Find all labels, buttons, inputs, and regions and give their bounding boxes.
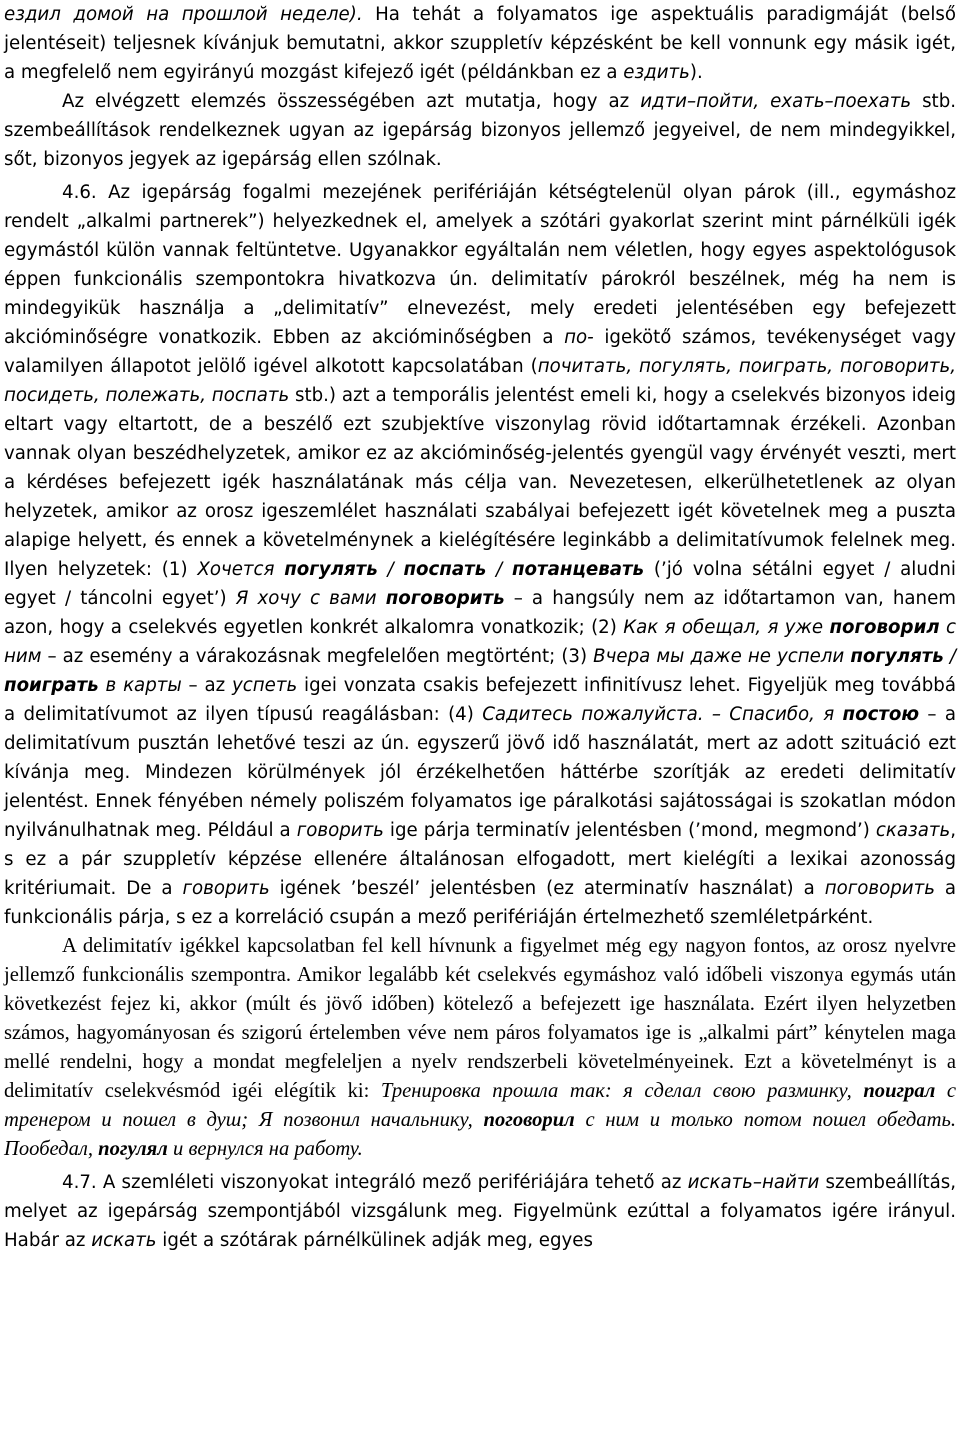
bold-italic-text-run: погулять bbox=[284, 559, 378, 580]
text-run: – a delimitatívum pusztán lehetővé teszi az ún. egyszerű jövő idő használatát, mert az adott szituáció ezt kívánja meg. Mindezen körülmények jól érzékelhetően háttérbe szorítják az eredeti delimitatív jelentést. Ennek fényében némely poliszém folyamatos ige páralkotási sajátosságai is szokatlan módon nyilvánulhatnak meg. Például a bbox=[4, 704, 956, 841]
italic-text-run: с ним bbox=[4, 617, 956, 667]
italic-text-run: почитать, погулять, поиграть, поговорить, посидеть, полежать, поспать bbox=[4, 356, 956, 406]
bold-italic-text-run: поговорил bbox=[483, 1109, 575, 1131]
bold-italic-text-run: постою bbox=[842, 704, 920, 725]
text-run: , egymáshoz rendelt „alkalmi partnerek”) helyezkednek el, amelyek a szótári gyakorlat szerint mint párnélküli igék egymástól külön vannak feltüntetve. Ugyanakkor egyáltalán nem véletlen, hogy egyes aspektológusok éppen funkcionális szempontokra hivatkozva ún. delimitatív párokról beszélnek, még ha nem is mindegyikük használja a „delimitatív” elnevezést, mely eredeti jelentésében egy befejezett akcióminőségre vonatkozik. Ebben az akcióminőségben a bbox=[4, 182, 956, 348]
text-run: igei vonzata csakis befejezett infinitívusz lehet. Figyeljük meg továbbá a delimitatívumot az ilyen típusú reagálásban: (4) bbox=[4, 675, 956, 725]
text-run: (’jó volna sétálni egyet / aludni egyet / táncolni egyet’) bbox=[4, 559, 956, 609]
text-run: Az elvégzett elemzés összességében azt mutatja, hogy az bbox=[62, 91, 641, 112]
paragraph-summary bbox=[0, 87, 960, 174]
text-run: igekötő számos, tevékenységet vagy valamilyen állapotot jelölő igével alkotott kapcsolatában ( bbox=[4, 327, 956, 377]
italic-text-run: с ним и только потом пошел обедать. Пообедал, bbox=[4, 1109, 956, 1160]
italic-text-run: и вернулся на работу. bbox=[167, 1138, 363, 1160]
text-run: a funkcionális párja, s ez a korreláció csupán a mező perifériáján értelmezhető szemléletpárként. bbox=[4, 878, 957, 928]
italic-text-run: по- bbox=[564, 327, 594, 348]
italic-text-run: поговорить bbox=[824, 878, 935, 899]
text-run: , s ez a pár szuppletív képzése ellenére általánosan elfogadott, mert kielégíti a lexikai azonosság kritériumait. De a bbox=[4, 820, 956, 899]
italic-text-run: искать–найти bbox=[687, 1172, 820, 1193]
italic-text-run: с тренером и пошел в душ; Я позвонил начальнику, bbox=[4, 1080, 956, 1131]
italic-text-run: / bbox=[943, 646, 956, 667]
paragraph-section-4-7 bbox=[0, 1168, 960, 1255]
italic-text-run: ездить bbox=[623, 62, 690, 83]
text-run: ige párja terminatív jelentésben (’mond, megmond’) bbox=[383, 820, 876, 841]
text-run: igének ’beszél’ jelentésben (ez aterminatív használat) a bbox=[269, 878, 825, 899]
text-run: – a hangsúly nem az időtartamon van, hanem azon, hogy a cselekvés egyetlen konkrét alkalomra vonatkozik; (2) bbox=[4, 588, 956, 638]
bold-italic-text-run: погулять bbox=[850, 646, 944, 667]
italic-text-run: сказать bbox=[875, 820, 951, 841]
italic-text-run: Хочется bbox=[197, 559, 285, 580]
italic-text-run: говорить bbox=[296, 820, 384, 841]
bold-italic-text-run: поиграл bbox=[863, 1080, 936, 1102]
text-run: stb. szembeállítások rendelkeznek ugyan az igepárság bizonyos jellemző jegyeivel, de nem mindegyikkel, sőt, bizonyos jegyek az igepárság ellen szólnak. bbox=[4, 91, 957, 170]
text-run: szembeállítás, melyet az igepárság szempontjából vizsgálunk meg. Figyelmünk ezúttal a folyamatos igére irányul. Habár az bbox=[4, 1172, 956, 1251]
text-run: 4.6. Az igepárság fogalmi mezejének perifériáján kétségtelenül olyan párok (ill. bbox=[62, 182, 835, 203]
italic-text-run: искать bbox=[91, 1230, 157, 1251]
italic-text-run: Я хочу с вами bbox=[235, 588, 386, 609]
text-run: – az bbox=[181, 675, 233, 696]
bold-italic-text-run: поговорил bbox=[829, 617, 940, 638]
text-run: ). bbox=[689, 62, 703, 83]
italic-text-run: Как я обещал, я уже bbox=[623, 617, 830, 638]
italic-text-run: ездил домой на прошлой неделе). bbox=[4, 4, 363, 25]
bold-italic-text-run: поговорить bbox=[385, 588, 505, 609]
italic-text-run: успеть bbox=[232, 675, 298, 696]
text-run: igét a szótárak párnélkülinek adják meg, egyes bbox=[156, 1230, 593, 1251]
bold-italic-text-run: поиграть bbox=[4, 675, 99, 696]
bold-italic-text-run: потанцевать bbox=[511, 559, 645, 580]
italic-text-run: / bbox=[486, 559, 512, 580]
text-run: stb.) azt a temporális jelentést emeli ki, hogy a cselekvés bizonyos ideig eltart vagy eltartott, de a beszélő ezt szubjektíve viszonylag rövid időtartamnak érzékeli. Azonban vannak olyan beszédhelyzetek, amikor ez az akcióminőség-jelentés gyengül vagy érvényét veszti, mert a kérdéses befejezett igék használatának más célja van. Nevezetesen, elkerülhetetlenek az olyan helyzetek, amikor az orosz igeszemlélet használati szabályai befejezett igét követelnek meg a puszta alapige helyett, és ennek a követelménynek a kielégítésére leginkább a delimitatívumok felelnek meg. Ilyen helyzetek: (1) bbox=[4, 385, 956, 580]
italic-text-run: Тренировка прошла так: я сделал свою разминку, bbox=[380, 1080, 864, 1102]
paragraph-delimitative bbox=[0, 932, 960, 1164]
italic-text-run: Садитесь пожалуйста. – Спасибо, я bbox=[482, 704, 843, 725]
bold-italic-text-run: поспать bbox=[403, 559, 487, 580]
italic-text-run: говорить bbox=[182, 878, 270, 899]
italic-text-run: Вчера мы даже не успели bbox=[593, 646, 851, 667]
text-run: Ha tehát a folyamatos ige aspektuális paradigmáját (belső jelentéseit) teljesnek kívánjuk bemutatni, akkor szuppletív képzésként be kell vonnunk egy másik igét, a megfelelő nem egyirányú mozgást kifejező igét (példánkban ez a bbox=[4, 4, 956, 83]
text-run: A delimitatív igékkel kapcsolatban fel kell hívnunk a figyelmet még egy nagyon fontos, az orosz nyelvre jellemző funkcionális szempontra. Amikor legalább két cselekvés egymáshoz való időbeli viszonya egymás után következést fejez ki, akkor (múlt és jövő időben) kötelező a befejezett ige használata. Ezért ilyen helyzetben számos, hagyományosan és szigorú értelemben véve nem páros folyamatos ige is „alkalmi párt” kénytelen maga mellé rendelni, hogy a mondat megfeleljen a nyelv rendszerbeli követelményeinek. Ezt a követelményt is a delimitatív cselekvésmód igéi elégítik ki: bbox=[4, 935, 956, 1102]
italic-text-run: / bbox=[377, 559, 404, 580]
italic-text-run: в карты bbox=[98, 675, 182, 696]
paragraph-section-4-6 bbox=[0, 178, 960, 932]
text-run: 4.7. A szemléleti viszonyokat integráló mező perifériájára tehető az bbox=[62, 1172, 688, 1193]
italic-text-run: идти–пойти, ехать–поехать bbox=[640, 91, 912, 112]
paragraph-top-continuation bbox=[0, 0, 960, 87]
text-run: – az esemény a várakozásnak megfelelően megtörtént; (3) bbox=[41, 646, 594, 667]
bold-italic-text-run: погулял bbox=[98, 1138, 168, 1160]
